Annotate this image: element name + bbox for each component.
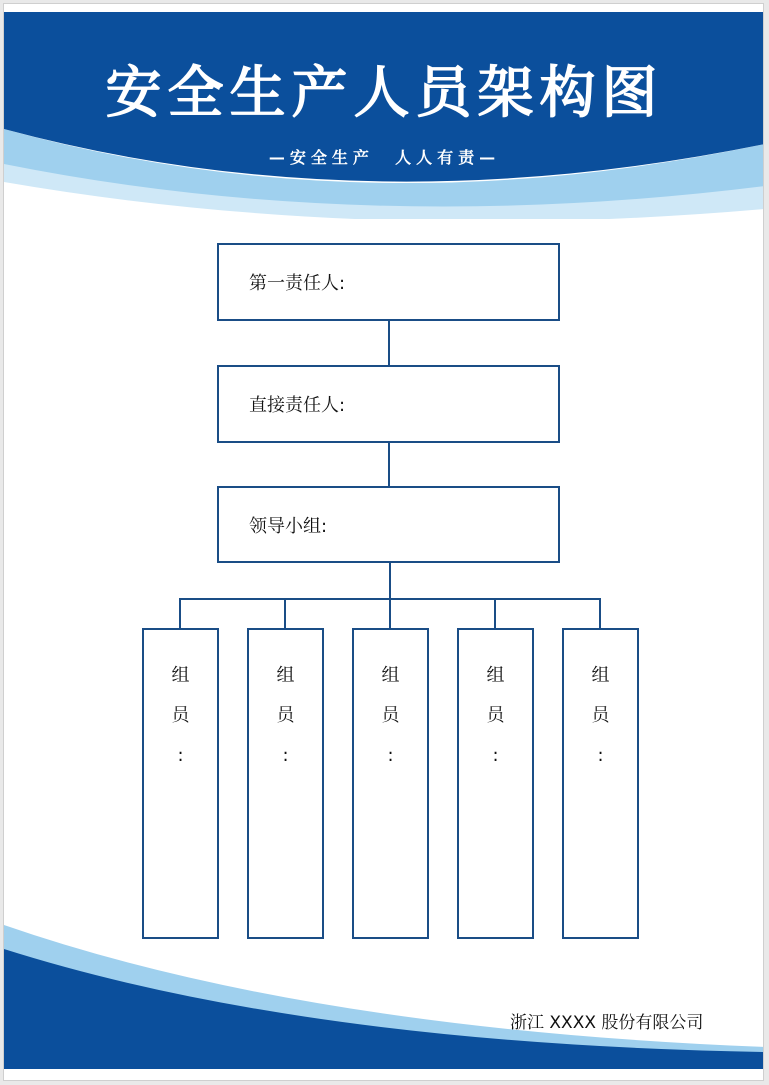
member-label: 组 [276,665,295,686]
member-label: 员 [171,705,190,726]
leadership-group-box [217,486,560,563]
member-label: 员 [276,705,295,726]
member-label: : [597,745,604,766]
member-label: 组 [171,665,190,686]
member-label: : [492,745,499,766]
leadership-group-label: 领导小组: [249,515,328,537]
member-label: 员 [486,705,505,726]
member-box-1 [142,628,219,939]
member-box-3 [352,628,429,939]
member-box-4 [457,628,534,939]
first-responsible-box [217,243,560,321]
page-subtitle: —安全生产 人人有责— [268,148,501,167]
member-label: : [177,745,184,766]
poster-page [3,3,764,1081]
footer-background [4,919,764,1081]
member-label: : [387,745,394,766]
member-label: 组 [381,665,400,686]
direct-responsible-label: 直接责任人: [249,395,346,416]
member-label: 员 [591,705,610,726]
member-label: : [282,745,289,766]
member-label: 员 [381,705,400,726]
member-box-5 [562,628,639,939]
page-title: 安全生产人员架构图 [105,61,664,126]
member-label: 组 [591,665,610,686]
direct-responsible-box [217,365,560,443]
company-name: 浙江 XXXX 股份有限公司 [510,1013,704,1033]
member-box-2 [247,628,324,939]
first-responsible-label: 第一责任人: [249,273,346,294]
member-label: 组 [486,665,505,686]
